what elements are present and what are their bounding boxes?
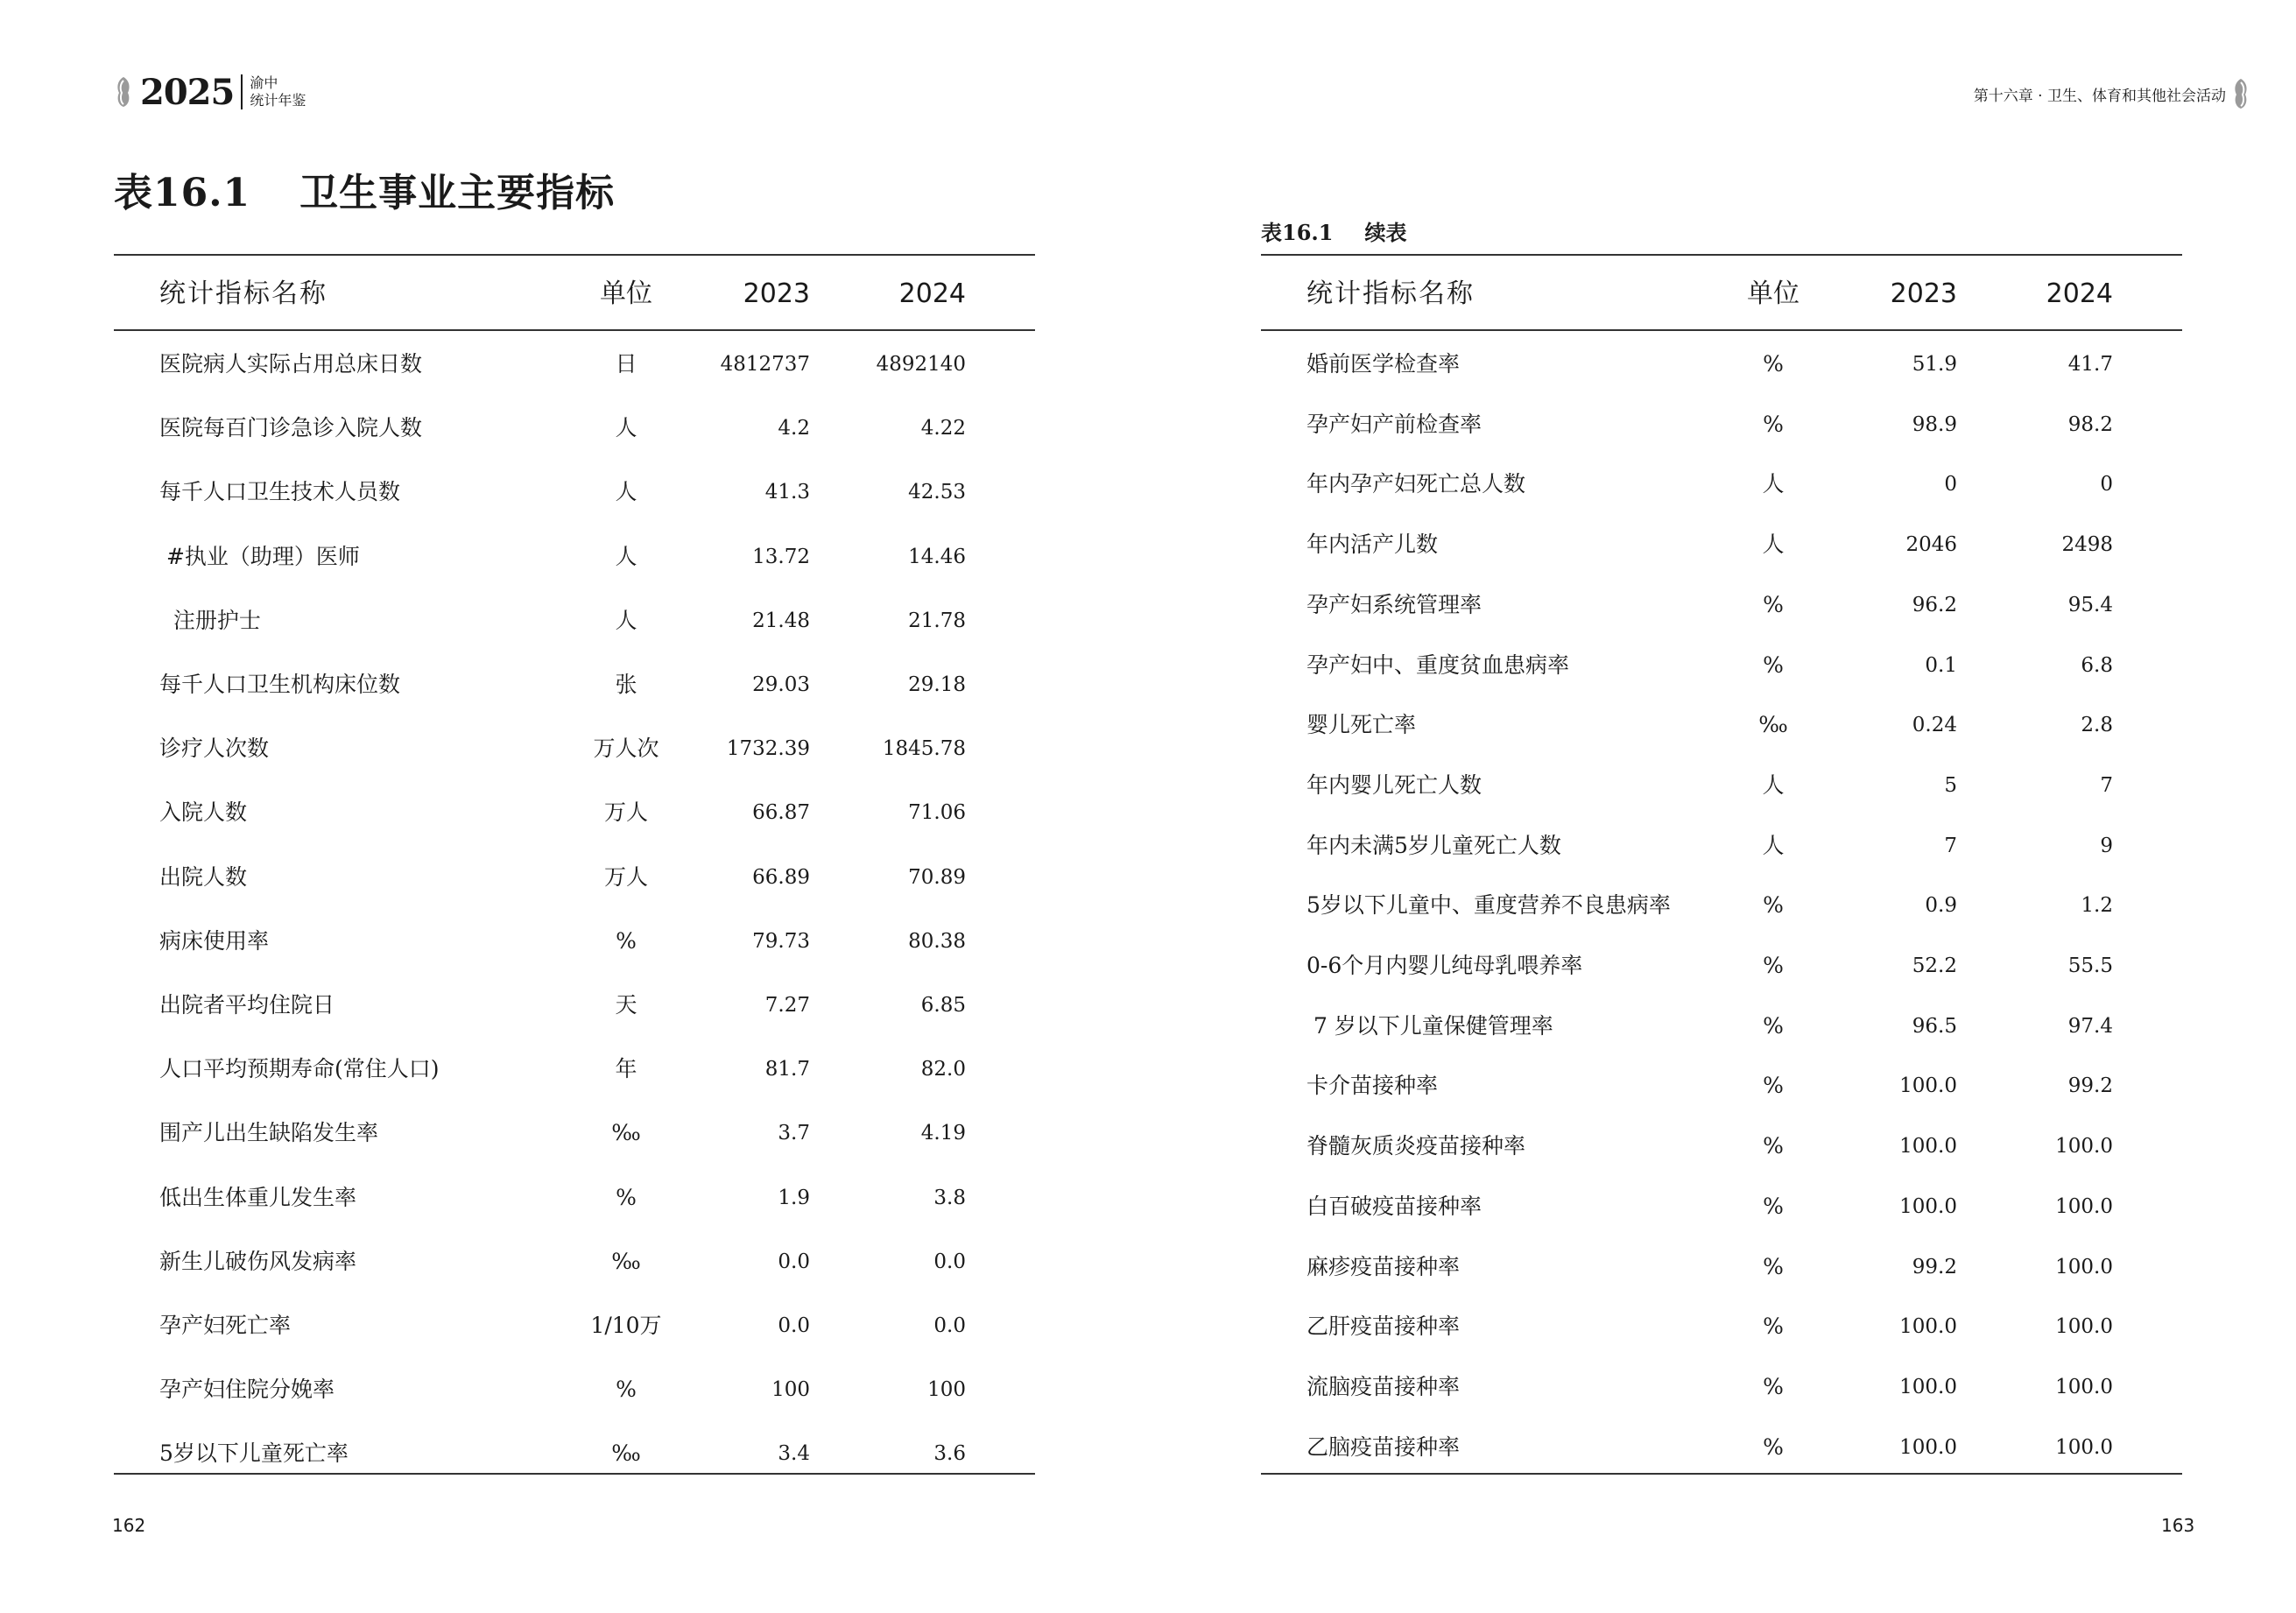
table-bottom-rule [1261,1473,2182,1475]
indicator-name: 孕产妇系统管理率 [1306,591,1483,617]
table-row [1138,708,2277,743]
indicator-unit: 人 [1762,471,1785,497]
value-2023: 21.48 [752,609,810,632]
value-2023: 0.0 [778,1250,810,1273]
table-row [1138,527,2277,562]
indicator-unit: 年 [615,1056,637,1082]
indicator-unit: 日 [615,351,637,377]
indicator-name: 每千人口卫生机构床位数 [159,672,401,697]
indicator-unit: % [1763,1073,1784,1099]
value-2024: 82.0 [920,1058,966,1081]
value-2023: 96.2 [1912,593,1957,616]
table-row [1138,648,2277,683]
value-2024: 2.8 [2081,714,2113,737]
table-row [1138,888,2277,923]
value-2024: 100.0 [2055,1135,2113,1159]
indicator-unit: % [616,927,637,954]
brand-divider [241,74,243,109]
indicator-unit: % [1763,351,1784,377]
indicator-unit: ‰ [611,1120,641,1146]
value-2023: 0.24 [1912,714,1957,737]
table-top-rule [1261,254,2182,256]
value-2023: 0 [1944,473,1957,497]
table-row [1138,1430,2277,1465]
value-2023: 100.0 [1899,1375,1957,1398]
table-row [1138,1370,2277,1405]
indicator-name: 婚前医学检查率 [1306,351,1461,377]
indicator-name: 0-6个月内婴儿纯母乳喂养率 [1306,953,1583,978]
value-2023: 2046 [1905,533,1957,557]
indicator-unit: 万人 [603,863,648,890]
indicator-unit: 人 [1762,771,1785,798]
value-2024: 1845.78 [882,737,966,761]
table-row [1138,467,2277,502]
value-2024: 97.4 [2067,1014,2113,1038]
table-row [0,667,1138,702]
value-2024: 100.0 [2055,1194,2113,1218]
indicator-unit: 万人次 [593,736,659,762]
indicator-unit: ‰ [611,1440,641,1467]
column-header-2024: 2024 [898,278,966,309]
indicator-name: 婴儿死亡率 [1306,712,1417,738]
indicator-name: 医院每百门诊急诊入院人数 [159,415,423,441]
value-2023: 3.4 [778,1442,810,1466]
value-2023: 1732.39 [726,737,810,761]
indicator-name: 年内孕产妇死亡总人数 [1306,471,1526,497]
value-2024: 55.5 [2067,954,2113,977]
indicator-unit: % [1763,953,1784,978]
yearbook-brand [114,70,306,114]
indicator-unit: % [1763,1133,1784,1159]
table-row [1138,948,2277,983]
value-2024: 9 [2100,834,2113,857]
table-row [0,1244,1138,1279]
indicator-name: 5岁以下儿童死亡率 [159,1440,349,1467]
indicator-name: 麻疹疫苗接种率 [1306,1253,1461,1279]
value-2024: 100.0 [2055,1315,2113,1339]
value-2023: 99.2 [1912,1255,1957,1278]
value-2023: 0.1 [1925,653,1957,677]
column-header-name: 统计指标名称 [1306,278,1475,309]
indicator-unit: 1/10万 [590,1313,662,1338]
table-row [0,539,1138,574]
value-2023: 0.0 [778,1314,810,1337]
value-2024: 1.2 [2081,894,2113,918]
value-2024: 21.78 [908,609,966,632]
value-2023: 29.03 [752,673,810,696]
value-2023: 66.87 [752,801,810,825]
column-header-2023: 2023 [1890,278,1957,309]
yearbook-name [250,74,306,109]
column-header-2024: 2024 [2046,278,2113,309]
value-2024: 100.0 [2055,1375,2113,1398]
indicator-name: 年内婴儿死亡人数 [1306,771,1483,798]
indicator-name: 孕产妇中、重度贫血患病率 [1306,652,1570,678]
indicator-name: 乙肝疫苗接种率 [1306,1314,1461,1340]
value-2023: 52.2 [1912,954,1957,977]
value-2024: 0.0 [933,1314,966,1337]
value-2024: 100 [927,1378,966,1402]
column-header-2023: 2023 [743,278,810,309]
value-2023: 100.0 [1899,1194,1957,1218]
indicator-name: 新生儿破伤风发病率 [159,1248,357,1274]
table-row [1138,1068,2277,1103]
chapter-header [1974,77,2250,110]
value-2023: 96.5 [1912,1014,1957,1038]
table-row [0,731,1138,766]
value-2024: 0.0 [933,1250,966,1273]
value-2023: 4.2 [778,417,810,440]
yearbook-year: 2025 [140,71,235,113]
value-2024: 98.2 [2067,412,2113,436]
indicator-unit: 人 [615,607,637,633]
value-2023: 100 [771,1378,810,1402]
indicator-unit: % [1763,1373,1784,1399]
table-row [1138,1129,2277,1164]
indicator-unit: % [1763,1433,1784,1460]
indicator-name: 人口平均预期寿命(常住人口) [159,1056,440,1082]
indicator-unit: 人 [615,543,637,569]
value-2024: 41.7 [2067,353,2113,376]
indicator-name: 围产儿出生缺陷发生率 [159,1120,379,1146]
value-2023: 51.9 [1912,353,1957,376]
value-2024: 7 [2100,773,2113,797]
indicator-name: 5岁以下儿童中、重度营养不良患病率 [1306,892,1671,919]
indicator-name: 卡介苗接种率 [1306,1073,1439,1099]
table-row [0,1052,1138,1087]
value-2024: 4.19 [920,1122,966,1145]
table-row [1138,588,2277,623]
table-row [1138,347,2277,382]
indicator-name: 入院人数 [159,799,248,826]
indicator-unit: 天 [615,992,637,1018]
indicator-unit: % [616,1377,637,1403]
indicator-name: 出院人数 [159,863,248,890]
value-2023: 7 [1944,834,1957,857]
indicator-name: #执业（助理）医师 [159,543,360,569]
indicator-unit: 张 [615,672,637,697]
value-2024: 4892140 [876,353,966,376]
value-2024: 99.2 [2067,1074,2113,1098]
indicator-name: 白百破疫苗接种率 [1306,1193,1483,1219]
yearbook-logo-icon [114,75,133,109]
table-row [0,1116,1138,1151]
table-row [1138,1009,2277,1044]
indicator-name: 每千人口卫生技术人员数 [159,479,401,505]
indicator-unit: 人 [1762,532,1785,558]
indicator-name: 7 岁以下儿童保健管理率 [1306,1012,1553,1039]
value-2023: 100.0 [1899,1435,1957,1459]
column-header-unit: 单位 [1747,278,1799,309]
value-2024: 71.06 [908,801,966,825]
indicator-unit: 万人 [603,799,648,826]
column-header-name: 统计指标名称 [159,278,327,309]
value-2023: 1.9 [778,1186,810,1209]
table-name: 卫生事业主要指标 [299,171,616,215]
indicator-unit: % [1763,1012,1784,1039]
value-2023: 5 [1944,773,1957,797]
left-page [0,0,1138,1613]
indicator-unit: 人 [615,479,637,505]
value-2024: 6.85 [920,994,966,1017]
value-2023: 100.0 [1899,1074,1957,1098]
value-2023: 13.72 [752,545,810,568]
table-row [1138,1309,2277,1344]
value-2023: 7.27 [764,994,810,1017]
indicator-unit: % [1763,591,1784,617]
value-2024: 80.38 [908,929,966,953]
table-row [1138,1250,2277,1285]
table-row [0,860,1138,895]
indicator-name: 低出生体重儿发生率 [159,1184,357,1210]
value-2024: 4.22 [920,417,966,440]
page-number: 163 [2161,1515,2195,1536]
table-row [0,1372,1138,1407]
table-row [0,347,1138,382]
right-page [1138,0,2296,1613]
indicator-name: 乙脑疫苗接种率 [1306,1433,1461,1460]
table-row [1138,828,2277,863]
header-bottom-rule [1261,329,2182,331]
value-2024: 70.89 [908,865,966,889]
table-number: 表16.1 [1261,220,1334,245]
yearbook-name-line2: 统计年鉴 [250,92,306,109]
value-2024: 29.18 [908,673,966,696]
table-row [1138,407,2277,442]
table-bottom-rule [114,1473,1035,1475]
value-2023: 79.73 [752,929,810,953]
indicator-unit: % [1763,1253,1784,1279]
table-row [0,988,1138,1023]
value-2024: 0 [2100,473,2113,497]
table-name: 续表 [1364,220,1407,245]
table-number: 表16.1 [114,171,251,215]
indicator-name: 脊髓灰质炎疫苗接种率 [1306,1133,1526,1159]
indicator-name: 出院者平均住院日 [159,992,335,1018]
table-title [114,161,615,217]
value-2023: 4812737 [720,353,810,376]
table-row [0,603,1138,638]
table-row [0,1180,1138,1215]
table-row [0,1436,1138,1471]
value-2024: 95.4 [2067,593,2113,616]
value-2024: 6.8 [2081,653,2113,677]
page-number: 162 [112,1515,146,1536]
table-row [1138,1189,2277,1224]
indicator-unit: % [1763,892,1784,919]
table-row [0,1308,1138,1343]
table-row [0,795,1138,830]
table-top-rule [114,254,1035,256]
indicator-unit: % [1763,1193,1784,1219]
continued-table-title [1261,215,1406,246]
value-2023: 81.7 [764,1058,810,1081]
table-row [1138,768,2277,803]
value-2024: 3.8 [933,1186,966,1209]
value-2023: 100.0 [1899,1135,1957,1159]
value-2024: 2498 [2061,533,2113,557]
chapter-ornament-icon [2231,77,2250,110]
indicator-name: 诊疗人次数 [159,736,270,762]
indicator-name: 孕产妇住院分娩率 [159,1377,335,1403]
indicator-unit: 人 [615,415,637,441]
value-2023: 100.0 [1899,1315,1957,1339]
value-2023: 3.7 [778,1122,810,1145]
indicator-name: 孕产妇产前检查率 [1306,411,1483,437]
indicator-name: 年内未满5岁儿童死亡人数 [1306,832,1561,858]
value-2024: 42.53 [908,481,966,504]
indicator-unit: ‰ [1758,712,1788,738]
table-row [0,475,1138,510]
column-header-unit: 单位 [600,278,652,309]
table-row [0,411,1138,446]
yearbook-name-line1: 渝中 [250,74,278,91]
value-2023: 66.89 [752,865,810,889]
indicator-unit: ‰ [611,1248,641,1274]
indicator-name: 注册护士 [159,607,261,633]
indicator-unit: % [1763,1314,1784,1340]
indicator-name: 病床使用率 [159,927,270,954]
value-2024: 3.6 [933,1442,966,1466]
header-bottom-rule [114,329,1035,331]
indicator-unit: % [1763,411,1784,437]
indicator-unit: % [1763,652,1784,678]
value-2024: 100.0 [2055,1255,2113,1278]
indicator-name: 孕产妇死亡率 [159,1313,292,1338]
indicator-name: 年内活产儿数 [1306,532,1439,558]
value-2023: 41.3 [764,481,810,504]
value-2024: 14.46 [908,545,966,568]
chapter-title: 第十六章 · 卫生、体育和其他社会活动 [1973,87,2226,105]
indicator-name: 医院病人实际占用总床日数 [159,351,423,377]
value-2023: 98.9 [1912,412,1957,436]
indicator-name: 流脑疫苗接种率 [1306,1373,1461,1399]
table-row [0,924,1138,959]
indicator-unit: % [616,1184,637,1210]
indicator-unit: 人 [1762,832,1785,858]
value-2024: 100.0 [2055,1435,2113,1459]
value-2023: 0.9 [1925,894,1957,918]
